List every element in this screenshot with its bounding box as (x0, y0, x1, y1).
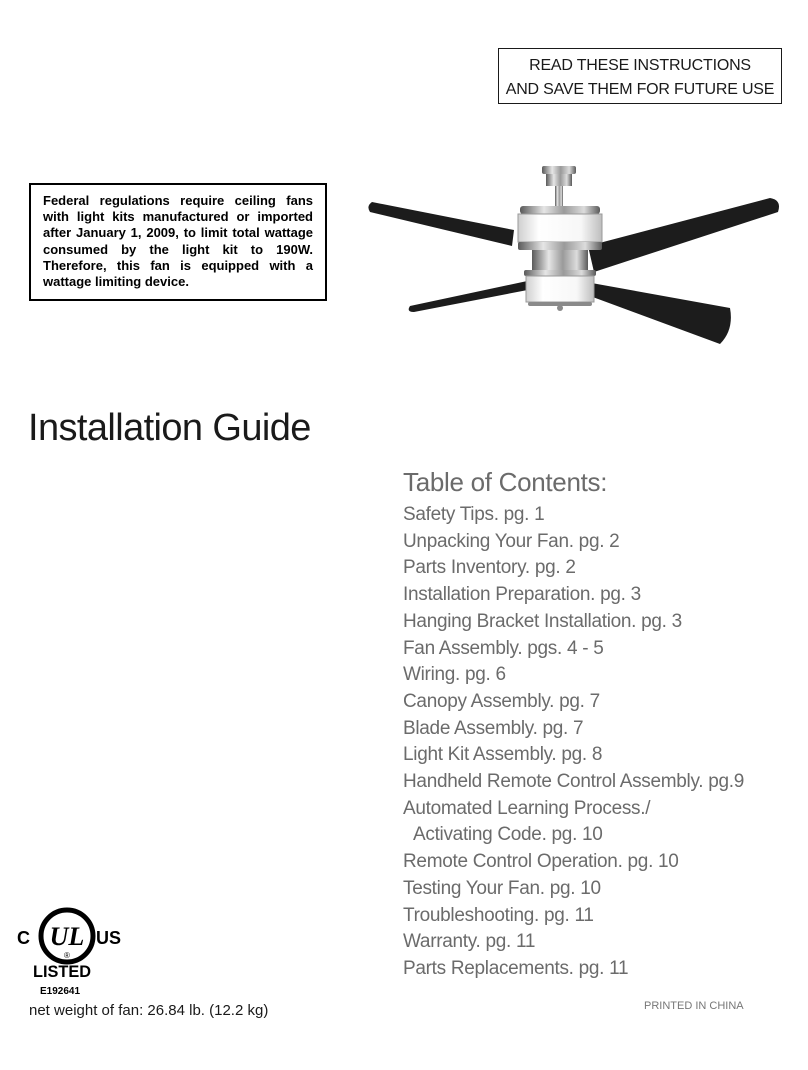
toc-item: Activating Code. pg. 10 (413, 824, 603, 846)
page-title: Installation Guide (28, 407, 311, 449)
toc-item: Fan Assembly. pgs. 4 - 5 (403, 637, 604, 659)
toc-item: Troubleshooting. pg. 11 (403, 904, 594, 926)
toc-item: Automated Learning Process./ (403, 797, 651, 819)
toc-list (403, 502, 744, 983)
notice-line-1: READ THESE INSTRUCTIONS (529, 57, 751, 74)
federal-regulation-notice: Federal regulations require ceiling fans with light kits manufactured or imported after January 1, 2009, to limit total wattage consumed by the light kit to 190W. Therefore, this fan is equipped with a wattage limiting device. (29, 183, 327, 301)
ul-mark-registered: ® (64, 951, 70, 960)
toc-item: Light Kit Assembly. pg. 8 (403, 744, 603, 766)
net-weight: net weight of fan: 26.84 lb. (12.2 kg) (29, 1002, 269, 1019)
fan-light-glass (526, 276, 594, 302)
toc-item: Wiring. pg. 6 (403, 664, 506, 686)
ul-listed-mark (14, 896, 122, 1000)
toc-heading: Table of Contents: (403, 467, 608, 497)
toc-item: Safety Tips. pg. 1 (403, 504, 545, 525)
fan-blade-left (368, 202, 514, 246)
toc-item: Parts Inventory. pg. 2 (403, 557, 576, 579)
ul-mark-c: C (17, 928, 30, 948)
toc-item: Blade Assembly. pg. 7 (403, 717, 584, 739)
fan-blade-front (586, 282, 731, 344)
printed-in-label: PRINTED IN CHINA (644, 1000, 744, 1012)
toc-item: Installation Preparation. pg. 3 (403, 584, 641, 606)
ul-mark-us: US (96, 928, 122, 948)
fan-blade-back (409, 280, 538, 312)
toc-item: Hanging Bracket Installation. pg. 3 (403, 610, 682, 632)
toc-item: Warranty. pg. 11 (403, 931, 536, 953)
ul-mark-letters: UL (49, 922, 85, 951)
fan-upper-glass (518, 214, 602, 242)
toc-item: Remote Control Operation. pg. 10 (403, 851, 679, 873)
fan-blade-right (588, 198, 779, 272)
toc-item: Unpacking Your Fan. pg. 2 (403, 530, 620, 552)
ceiling-fan-illustration (362, 162, 798, 354)
save-instructions-notice (498, 48, 782, 104)
notice-line-2: AND SAVE THEM FOR FUTURE USE (505, 81, 775, 98)
table-of-contents (403, 464, 744, 983)
ul-listed-label: LISTED (33, 962, 91, 981)
fan-downrod (555, 186, 563, 208)
fan-canopy (542, 166, 576, 174)
toc-item: Testing Your Fan. pg. 10 (403, 877, 601, 899)
toc-item: Canopy Assembly. pg. 7 (403, 690, 600, 712)
ul-file-number: E192641 (40, 986, 81, 997)
toc-item: Parts Replacements. pg. 11 (403, 957, 629, 979)
toc-item: Handheld Remote Control Assembly. pg.9 (403, 771, 744, 793)
